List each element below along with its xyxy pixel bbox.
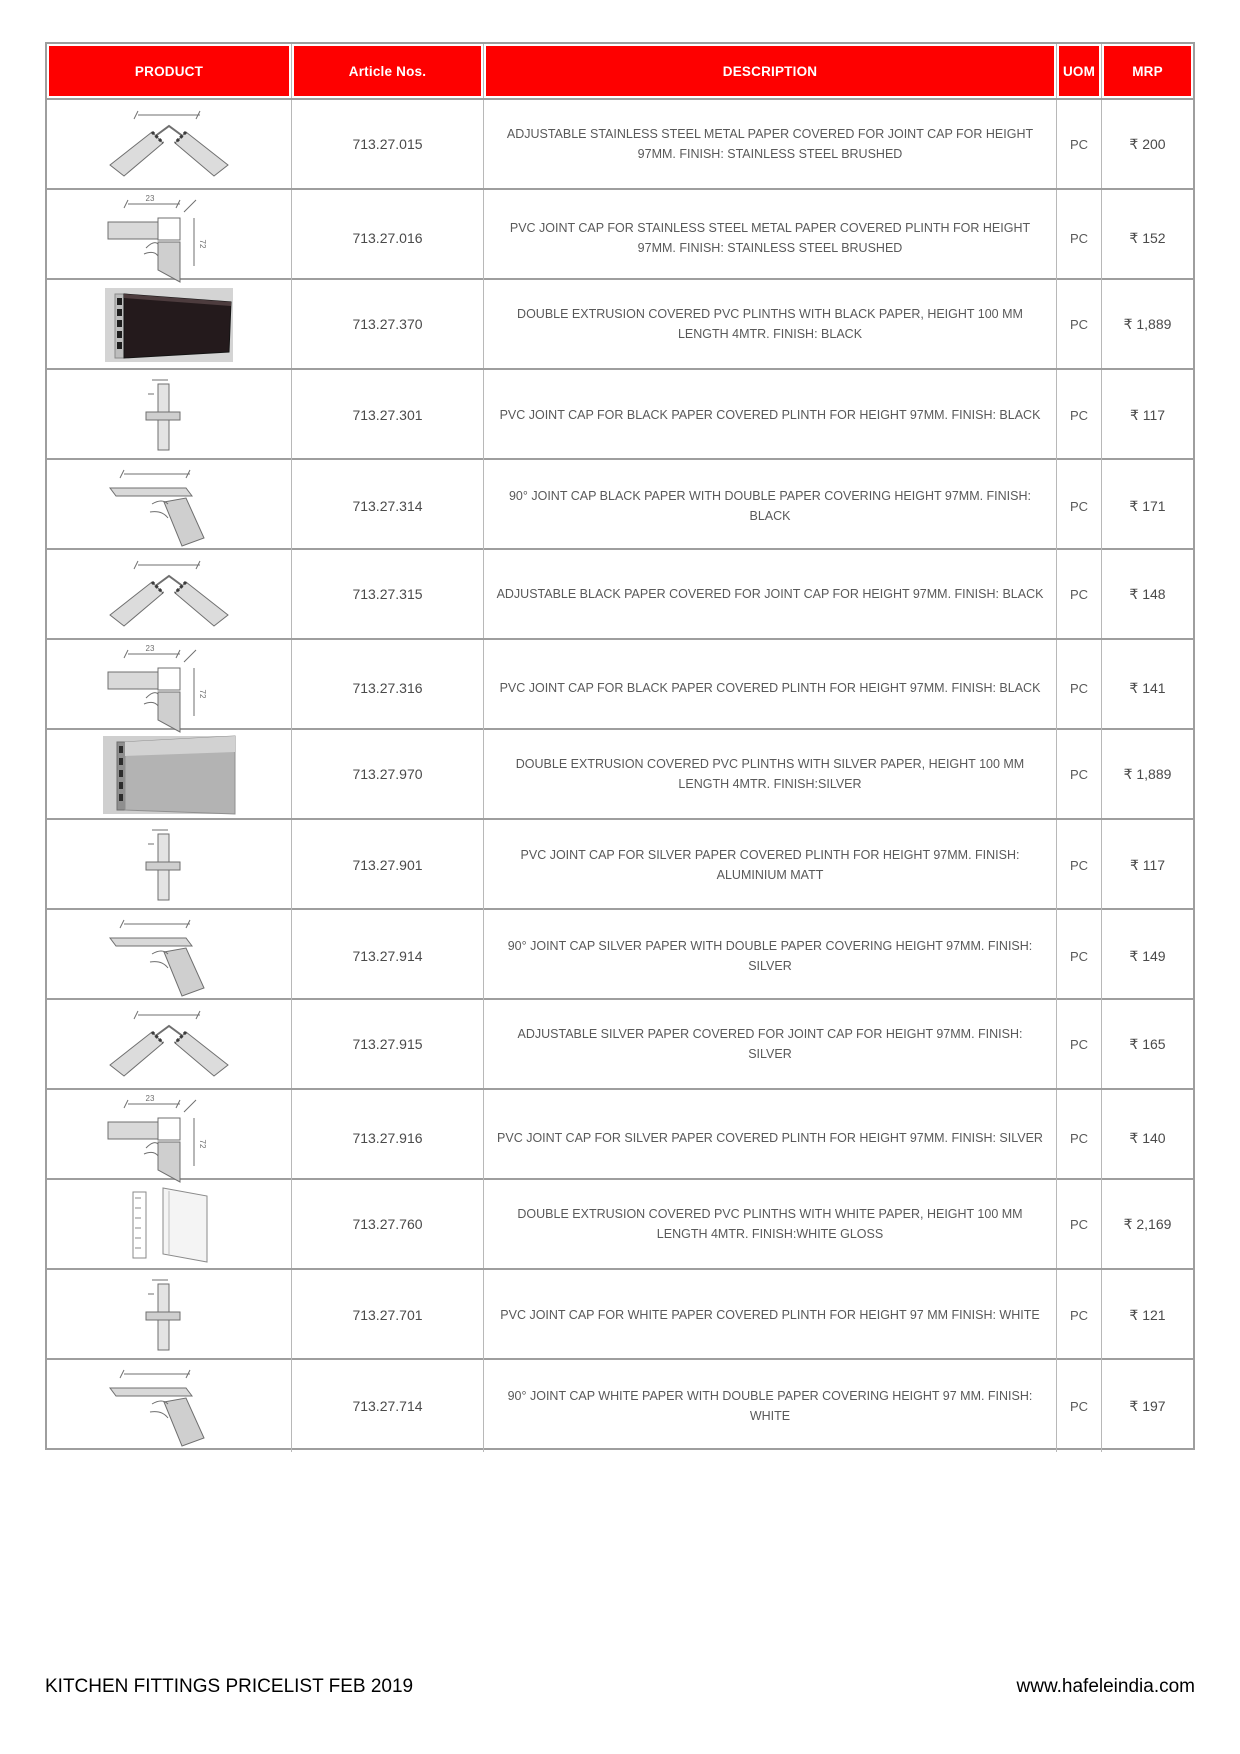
table-body: [47, 100, 1193, 1448]
mrp-value: ₹ 1,889: [1123, 765, 1172, 782]
article-number-cell: [292, 190, 484, 286]
mrp-cell: [1102, 1000, 1193, 1088]
uom-value: PC: [1069, 1036, 1089, 1052]
uom-cell: [1057, 370, 1102, 460]
description-cell: [484, 1270, 1057, 1360]
description-text: 90° JOINT CAP SILVER PAPER WITH DOUBLE PAPER COVERING HEIGHT 97MM. FINISH: SILVER: [507, 939, 1033, 973]
article-number-cell: [292, 1270, 484, 1360]
description-cell: [484, 910, 1057, 1002]
article-number-cell: [292, 910, 484, 1002]
mrp-value: ₹ 171: [1129, 497, 1166, 514]
svg-text:23: 23: [145, 194, 155, 203]
header-cell-uom: [1057, 44, 1102, 98]
header-cell-description: [484, 44, 1057, 98]
table-row: [47, 190, 1193, 280]
description-text: PVC JOINT CAP FOR BLACK PAPER COVERED PLINTH FOR HEIGHT 97MM. FINISH: BLACK: [499, 408, 1041, 422]
footer-website-link: www.hafeleindia.com: [1016, 1676, 1195, 1697]
article-number: 713.27.370: [352, 316, 423, 332]
mrp-value: ₹ 197: [1129, 1397, 1166, 1414]
uom-value: PC: [1069, 136, 1089, 152]
article-number-cell: [292, 370, 484, 460]
description-cell: [484, 460, 1057, 552]
uom-cell: [1057, 640, 1102, 736]
header-label-product: PRODUCT: [134, 63, 204, 79]
svg-text:23: 23: [145, 1094, 155, 1103]
uom-value: PC: [1069, 766, 1089, 782]
adjustable-joint-cap-image: [94, 103, 244, 185]
product-image-cell: [47, 550, 292, 638]
product-image-cell: [47, 280, 292, 368]
header-label-uom: UOM: [1062, 63, 1096, 79]
mrp-value: ₹ 140: [1129, 1129, 1166, 1146]
description-cell: [484, 100, 1057, 188]
product-image-cell: [47, 820, 292, 910]
table-row: [47, 1180, 1193, 1270]
mrp-value: ₹ 148: [1129, 585, 1166, 602]
mrp-value: ₹ 200: [1129, 135, 1166, 152]
uom-value: PC: [1069, 857, 1089, 873]
description-text: ADJUSTABLE BLACK PAPER COVERED FOR JOINT CAP FOR HEIGHT 97MM. FINISH: BLACK: [496, 587, 1044, 601]
description-text: PVC JOINT CAP FOR STAINLESS STEEL METAL PAPER COVERED PLINTH FOR HEIGHT 97MM. FINISH: STAINLESS STEEL BRUSHED: [509, 221, 1031, 255]
mrp-cell: [1102, 730, 1193, 818]
svg-text:72: 72: [198, 1139, 207, 1149]
description-cell: [484, 1090, 1057, 1186]
product-image-cell: [47, 100, 292, 188]
svg-text:23: 23: [145, 644, 155, 653]
product-image-cell: [47, 370, 292, 460]
product-image-cell: [47, 460, 292, 552]
description-text: PVC JOINT CAP FOR WHITE PAPER COVERED PLINTH FOR HEIGHT 97 MM FINISH: WHITE: [500, 1308, 1040, 1322]
description-cell: [484, 370, 1057, 460]
article-number-cell: [292, 1180, 484, 1268]
uom-cell: [1057, 820, 1102, 910]
description-text: 90° JOINT CAP WHITE PAPER WITH DOUBLE PAPER COVERING HEIGHT 97 MM. FINISH: WHITE: [507, 1389, 1033, 1423]
article-number-cell: [292, 100, 484, 188]
mrp-cell: [1102, 280, 1193, 368]
header-label-mrp: MRP: [1132, 63, 1163, 79]
ninety-joint-cap-image: [94, 1362, 244, 1450]
table-row: [47, 1000, 1193, 1090]
uom-cell: [1057, 280, 1102, 368]
mrp-cell: [1102, 1090, 1193, 1186]
description-cell: [484, 1360, 1057, 1452]
header-label-description: DESCRIPTION: [722, 63, 818, 79]
mrp-cell: [1102, 550, 1193, 638]
straight-joint-cap-image: [94, 1272, 244, 1358]
description-cell: [484, 190, 1057, 286]
uom-value: PC: [1069, 1130, 1089, 1146]
plinth-silver-image: [89, 732, 249, 816]
table-row: [47, 640, 1193, 730]
article-number: 713.27.015: [352, 136, 423, 152]
description-text: PVC JOINT CAP FOR SILVER PAPER COVERED PLINTH FOR HEIGHT 97MM. FINISH: SILVER: [497, 1131, 1043, 1145]
adjustable-joint-cap-image: [94, 553, 244, 635]
mrp-cell: [1102, 1360, 1193, 1452]
article-number: 713.27.316: [352, 680, 423, 696]
uom-value: PC: [1069, 586, 1089, 602]
mrp-value: ₹ 117: [1129, 856, 1166, 873]
uom-value: PC: [1069, 230, 1089, 246]
mrp-cell: [1102, 100, 1193, 188]
article-number: 713.27.714: [352, 1398, 423, 1414]
mrp-value: ₹ 152: [1129, 229, 1166, 246]
mrp-value: ₹ 121: [1129, 1306, 1166, 1323]
price-table: [45, 42, 1195, 1450]
description-cell: [484, 640, 1057, 736]
product-image-cell: [47, 1000, 292, 1088]
description-cell: [484, 280, 1057, 368]
mrp-cell: [1102, 190, 1193, 286]
description-cell: [484, 1180, 1057, 1268]
description-cell: [484, 1000, 1057, 1088]
table-row: [47, 280, 1193, 370]
table-row: [47, 730, 1193, 820]
ninety-joint-cap-image: [94, 912, 244, 1000]
product-image-cell: [47, 640, 292, 736]
uom-value: PC: [1069, 407, 1089, 423]
header-cell-mrp: [1102, 44, 1193, 98]
article-number: 713.27.915: [352, 1036, 423, 1052]
ninety-joint-cap-image: [94, 462, 244, 550]
article-number: 713.27.901: [352, 857, 423, 873]
product-image-cell: [47, 1270, 292, 1360]
article-number-cell: [292, 820, 484, 910]
corner-joint-cap-image: [94, 192, 244, 284]
uom-cell: [1057, 1090, 1102, 1186]
uom-cell: [1057, 1000, 1102, 1088]
table-row: [47, 910, 1193, 1000]
description-text: PVC JOINT CAP FOR BLACK PAPER COVERED PLINTH FOR HEIGHT 97MM. FINISH: BLACK: [499, 681, 1041, 695]
description-cell: [484, 730, 1057, 818]
description-text: ADJUSTABLE STAINLESS STEEL METAL PAPER COVERED FOR JOINT CAP FOR HEIGHT 97MM. FINISH: STAINLESS STEEL BRUSHED: [506, 127, 1034, 161]
uom-value: PC: [1069, 1307, 1089, 1323]
mrp-value: ₹ 2,169: [1123, 1215, 1172, 1232]
straight-joint-cap-image: [94, 372, 244, 458]
article-number: 713.27.916: [352, 1130, 423, 1146]
description-text: 90° JOINT CAP BLACK PAPER WITH DOUBLE PAPER COVERING HEIGHT 97MM. FINISH: BLACK: [508, 489, 1031, 523]
mrp-value: ₹ 141: [1129, 679, 1166, 696]
product-image-cell: [47, 1360, 292, 1452]
table-row: [47, 1090, 1193, 1180]
description-text: PVC JOINT CAP FOR SILVER PAPER COVERED PLINTH FOR HEIGHT 97MM. FINISH: ALUMINIUM MATT: [520, 848, 1020, 882]
table-row: [47, 550, 1193, 640]
straight-joint-cap-image: [94, 822, 244, 908]
uom-value: PC: [1069, 1216, 1089, 1232]
article-number-cell: [292, 1090, 484, 1186]
uom-value: PC: [1069, 948, 1089, 964]
article-number: 713.27.016: [352, 230, 423, 246]
mrp-cell: [1102, 370, 1193, 460]
table-row: [47, 370, 1193, 460]
table-row: [47, 1270, 1193, 1360]
article-number: 713.27.701: [352, 1307, 423, 1323]
description-cell: [484, 820, 1057, 910]
uom-cell: [1057, 910, 1102, 1002]
mrp-cell: [1102, 640, 1193, 736]
product-image-cell: [47, 190, 292, 286]
product-image-cell: [47, 1090, 292, 1186]
article-number: 713.27.315: [352, 586, 423, 602]
svg-text:72: 72: [198, 689, 207, 699]
article-number: 713.27.301: [352, 407, 423, 423]
description-cell: [484, 550, 1057, 638]
product-image-cell: [47, 730, 292, 818]
article-number: 713.27.914: [352, 948, 423, 964]
product-image-cell: [47, 910, 292, 1002]
uom-cell: [1057, 1360, 1102, 1452]
table-row: [47, 100, 1193, 190]
mrp-value: ₹ 1,889: [1123, 315, 1172, 332]
product-image-cell: [47, 1180, 292, 1268]
corner-joint-cap-image: [94, 1092, 244, 1184]
table-row: [47, 1360, 1193, 1448]
uom-cell: [1057, 1180, 1102, 1268]
article-number-cell: [292, 1360, 484, 1452]
article-number: 713.27.760: [352, 1216, 423, 1232]
description-text: DOUBLE EXTRUSION COVERED PVC PLINTHS WITH WHITE PAPER, HEIGHT 100 MM LENGTH 4MTR. FINISH:WHITE GLOSS: [517, 1207, 1023, 1241]
uom-cell: [1057, 730, 1102, 818]
article-number: 713.27.970: [352, 766, 423, 782]
article-number-cell: [292, 730, 484, 818]
mrp-cell: [1102, 820, 1193, 910]
adjustable-joint-cap-image: [94, 1003, 244, 1085]
uom-cell: [1057, 100, 1102, 188]
mrp-cell: [1102, 1180, 1193, 1268]
article-number-cell: [292, 460, 484, 552]
plinth-white-image: [89, 1182, 249, 1266]
uom-value: PC: [1069, 498, 1089, 514]
table-row: [47, 460, 1193, 550]
mrp-cell: [1102, 460, 1193, 552]
mrp-value: ₹ 117: [1129, 406, 1166, 423]
article-number-cell: [292, 550, 484, 638]
uom-cell: [1057, 550, 1102, 638]
description-text: DOUBLE EXTRUSION COVERED PVC PLINTHS WITH BLACK PAPER, HEIGHT 100 MM LENGTH 4MTR. FINISH: BLACK: [517, 307, 1023, 341]
uom-cell: [1057, 190, 1102, 286]
mrp-cell: [1102, 1270, 1193, 1360]
header-label-article: Article Nos.: [348, 63, 427, 79]
mrp-value: ₹ 149: [1129, 947, 1166, 964]
header-cell-product: [47, 44, 292, 98]
table-header-row: [47, 44, 1193, 100]
article-number-cell: [292, 640, 484, 736]
article-number-cell: [292, 1000, 484, 1088]
uom-value: PC: [1069, 1398, 1089, 1414]
uom-cell: [1057, 460, 1102, 552]
header-cell-article: [292, 44, 484, 98]
article-number-cell: [292, 280, 484, 368]
plinth-black-image: [89, 282, 249, 366]
svg-text:72: 72: [198, 239, 207, 249]
mrp-cell: [1102, 910, 1193, 1002]
article-number: 713.27.314: [352, 498, 423, 514]
description-text: ADJUSTABLE SILVER PAPER COVERED FOR JOINT CAP FOR HEIGHT 97MM. FINISH: SILVER: [517, 1027, 1023, 1061]
mrp-value: ₹ 165: [1129, 1035, 1166, 1052]
footer-title: KITCHEN FITTINGS PRICELIST FEB 2019: [45, 1676, 414, 1697]
uom-value: PC: [1069, 316, 1089, 332]
table-row: [47, 820, 1193, 910]
description-text: DOUBLE EXTRUSION COVERED PVC PLINTHS WITH SILVER PAPER, HEIGHT 100 MM LENGTH 4MTR. FINISH:SILVER: [515, 757, 1025, 791]
uom-value: PC: [1069, 680, 1089, 696]
uom-cell: [1057, 1270, 1102, 1360]
corner-joint-cap-image: [94, 642, 244, 734]
